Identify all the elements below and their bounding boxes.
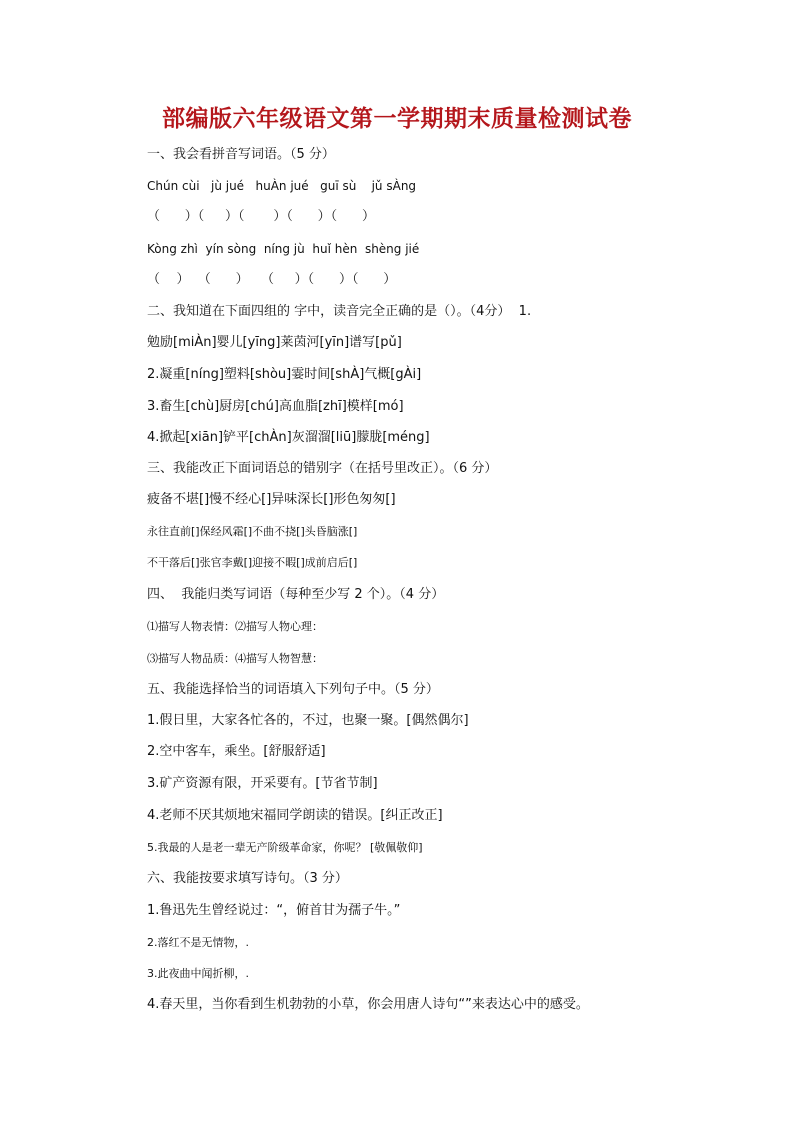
option-line: 勉励[miÀn]婴儿[yīng]莱茵河[yīn]谱写[pǔ]: [147, 335, 402, 350]
poem-line: 1.鲁迅先生曾经说过：“，俯首甘为孺子牛。”: [147, 903, 401, 918]
typo-line: 疲备不堪[]慢不经心[]异味深长[]形色匆匆[]: [147, 492, 396, 507]
section-2-heading: 二、我知道在下面四组的 字中，读音完全正确的是（）。（4分） 1.: [147, 304, 532, 319]
section-3-heading: 三、我能改正下面词语总的错别字（在括号里改正）。（6 分）: [147, 461, 498, 476]
option-line: 3.畜生[chù]厨房[chú]高血脂[zhī]模样[mó]: [147, 399, 404, 414]
pinyin-row-2: Kòng zhì yín sòng níng jù huǐ hèn shèng jié: [147, 242, 420, 256]
poem-line: 3.此夜曲中闻折柳，.: [147, 967, 249, 980]
answer-blanks-row-1: （ ）（ ）（ ）（ ）（ ）: [147, 209, 375, 224]
answer-blanks-row-2: （ ） （ ） （ ）（ ）（ ）: [147, 272, 397, 287]
typo-line: 不干落后[]张官李戴[]迎接不暇[]成前启后[]: [147, 556, 358, 569]
sentence-line: 4.老师不厌其烦地宋福同学朗读的错误。[纠正改正]: [147, 808, 443, 823]
exam-title: 部编版六年级语文第一学期期末质量检测试卷: [162, 105, 632, 132]
section-6-heading: 六、我能按要求填写诗句。（3 分）: [147, 871, 348, 886]
category-line: ⑶描写人物品质：⑷描写人物智慧：: [147, 652, 323, 665]
typo-line: 永往直前[]保经风霜[]不曲不挠[]头昏脑涨[]: [147, 525, 358, 538]
option-line: 4.掀起[xiān]铲平[chÀn]灰溜溜[liū]朦胧[méng]: [147, 430, 430, 445]
option-line: 2.凝重[níng]塑料[shòu]霎时间[shÀ]气概[gÀi]: [147, 367, 422, 382]
pinyin-row-1: Chún cùi jù jué huÀn jué guī sù jǔ sÀng: [147, 179, 417, 193]
section-5-heading: 五、我能选择恰当的词语填入下列句子中。（5 分）: [147, 682, 439, 697]
section-4-heading: 四、 我能归类写词语（每种至少写 2 个）。（4 分）: [147, 587, 445, 602]
poem-line: 4.春天里，当你看到生机勃勃的小草，你会用唐人诗句“”来表达心中的感受。: [147, 997, 589, 1012]
category-line: ⑴描写人物表情：⑵描写人物心理：: [147, 620, 323, 633]
sentence-line: 1.假日里，大家各忙各的，不过，也聚一聚。[偶然偶尔]: [147, 713, 469, 728]
section-1-heading: 一、我会看拼音写词语。（5 分）: [147, 147, 335, 162]
sentence-line: 5.我最的人是老一辈无产阶级革命家，你呢？ [敬佩敬仰]: [147, 841, 423, 854]
sentence-line: 2.空中客车，乘坐。[舒服舒适]: [147, 744, 326, 759]
poem-line: 2.落红不是无情物，.: [147, 936, 249, 949]
sentence-line: 3.矿产资源有限，开采要有。[节省节制]: [147, 776, 378, 791]
